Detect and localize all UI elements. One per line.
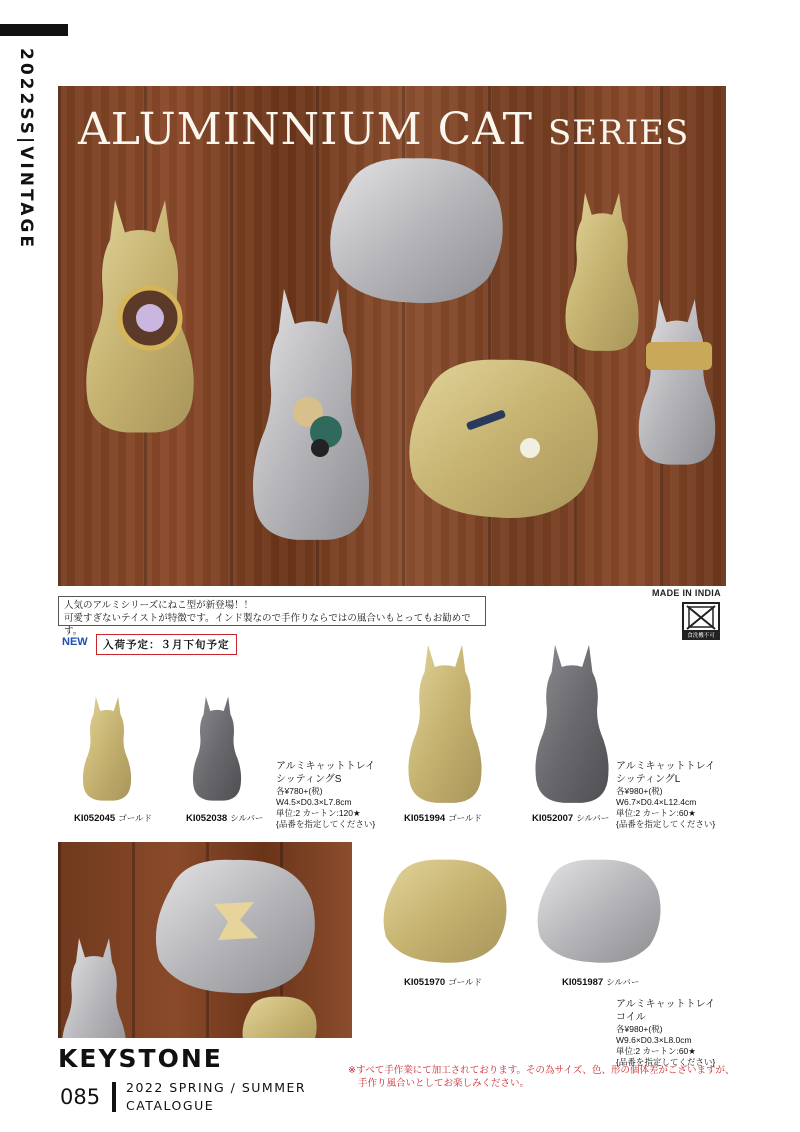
detail-photo (58, 842, 352, 1038)
hero-title-main: ALUMINNIUM CAT (78, 104, 548, 155)
intro-line-1: 人気のアルミシリーズにねこ型が新登場！！ (64, 600, 254, 611)
product-image-ki052045 (72, 692, 142, 804)
spec-sitting-s: アルミキャットトレイ シッティングS 各¥780+(税) W4.5×D0.3×L7.8cm 単位:2 カートン:120★ {品番を指定してください} (276, 761, 376, 829)
intro-box (58, 596, 486, 637)
product-code-5: KI051970 ゴールド (404, 977, 483, 988)
product-image-ki052038 (182, 692, 252, 804)
product-code-3: KI051994 ゴールド (404, 813, 483, 824)
hero-title-small: SERIES (547, 113, 690, 153)
hero-trays (58, 86, 726, 586)
white-charm (520, 438, 540, 458)
no-dishwasher-icon (682, 602, 720, 640)
product-image-ki051994 (394, 638, 496, 808)
intro-line-2: 可愛すぎないテイストが特徴です。インド製なので手作りならではの風合いもとってもお勧めです。 (64, 613, 471, 637)
detail-trays (58, 842, 352, 1038)
catalogue-line-2: CATALOGUE (126, 1098, 215, 1113)
button-black (311, 439, 329, 457)
silver-coil-tray (330, 158, 503, 303)
footnote (348, 1064, 735, 1090)
spec-sitting-l: アルミキャットトレイ シッティングL 各¥980+(税) W6.7×D0.4×L12.4cm 単位:2 カートン:60★ {品番を指定してください} (616, 761, 716, 829)
new-label: NEW (62, 636, 88, 648)
product-code-6: KI051987 シルバー (562, 977, 640, 988)
product-code-2: KI052038 シルバー (186, 813, 264, 824)
footnote-line-1: ※すべて手作業にて加工されております。その為サイズ、色、形の個体差がございますが、 (348, 1065, 735, 1076)
dishwasher-note: 食洗機不可 (687, 633, 715, 639)
silver-cat-tray-small (639, 299, 716, 465)
footnote-line-2: 手作り風合いとしてお楽しみください。 (358, 1078, 530, 1089)
bow-ornament (646, 342, 712, 370)
brooch-center (136, 304, 164, 332)
product-code-4: KI052007 シルバー (532, 813, 610, 824)
top-decor-bar (0, 24, 68, 36)
gold-cat-tray-small (565, 193, 638, 351)
product-image-ki052007 (522, 638, 622, 808)
spec-coil: アルミキャットトレイ コイル 各¥980+(税) W9.6×D0.3×L8.0cm 単位:2 カートン:60★ {品番を指定してください} (616, 999, 716, 1067)
footer-divider (112, 1082, 116, 1112)
product-image-ki051970 (376, 852, 512, 968)
hero-photo (58, 86, 726, 586)
catalogue-line-1: 2022 SPRING / SUMMER (126, 1080, 307, 1095)
brand-logo: KEYSTONE (58, 1044, 223, 1073)
season-tag: 2022SS|VINTAGE (16, 48, 36, 250)
page-number: 085 (60, 1085, 101, 1109)
made-in-label: MADE IN INDIA (652, 588, 721, 598)
product-image-ki051987 (530, 852, 666, 968)
gold-coil-tray (409, 360, 598, 518)
arrival-badge: 入荷予定：３月下旬予定 (96, 634, 237, 655)
product-code-1: KI052045 ゴールド (74, 813, 153, 824)
